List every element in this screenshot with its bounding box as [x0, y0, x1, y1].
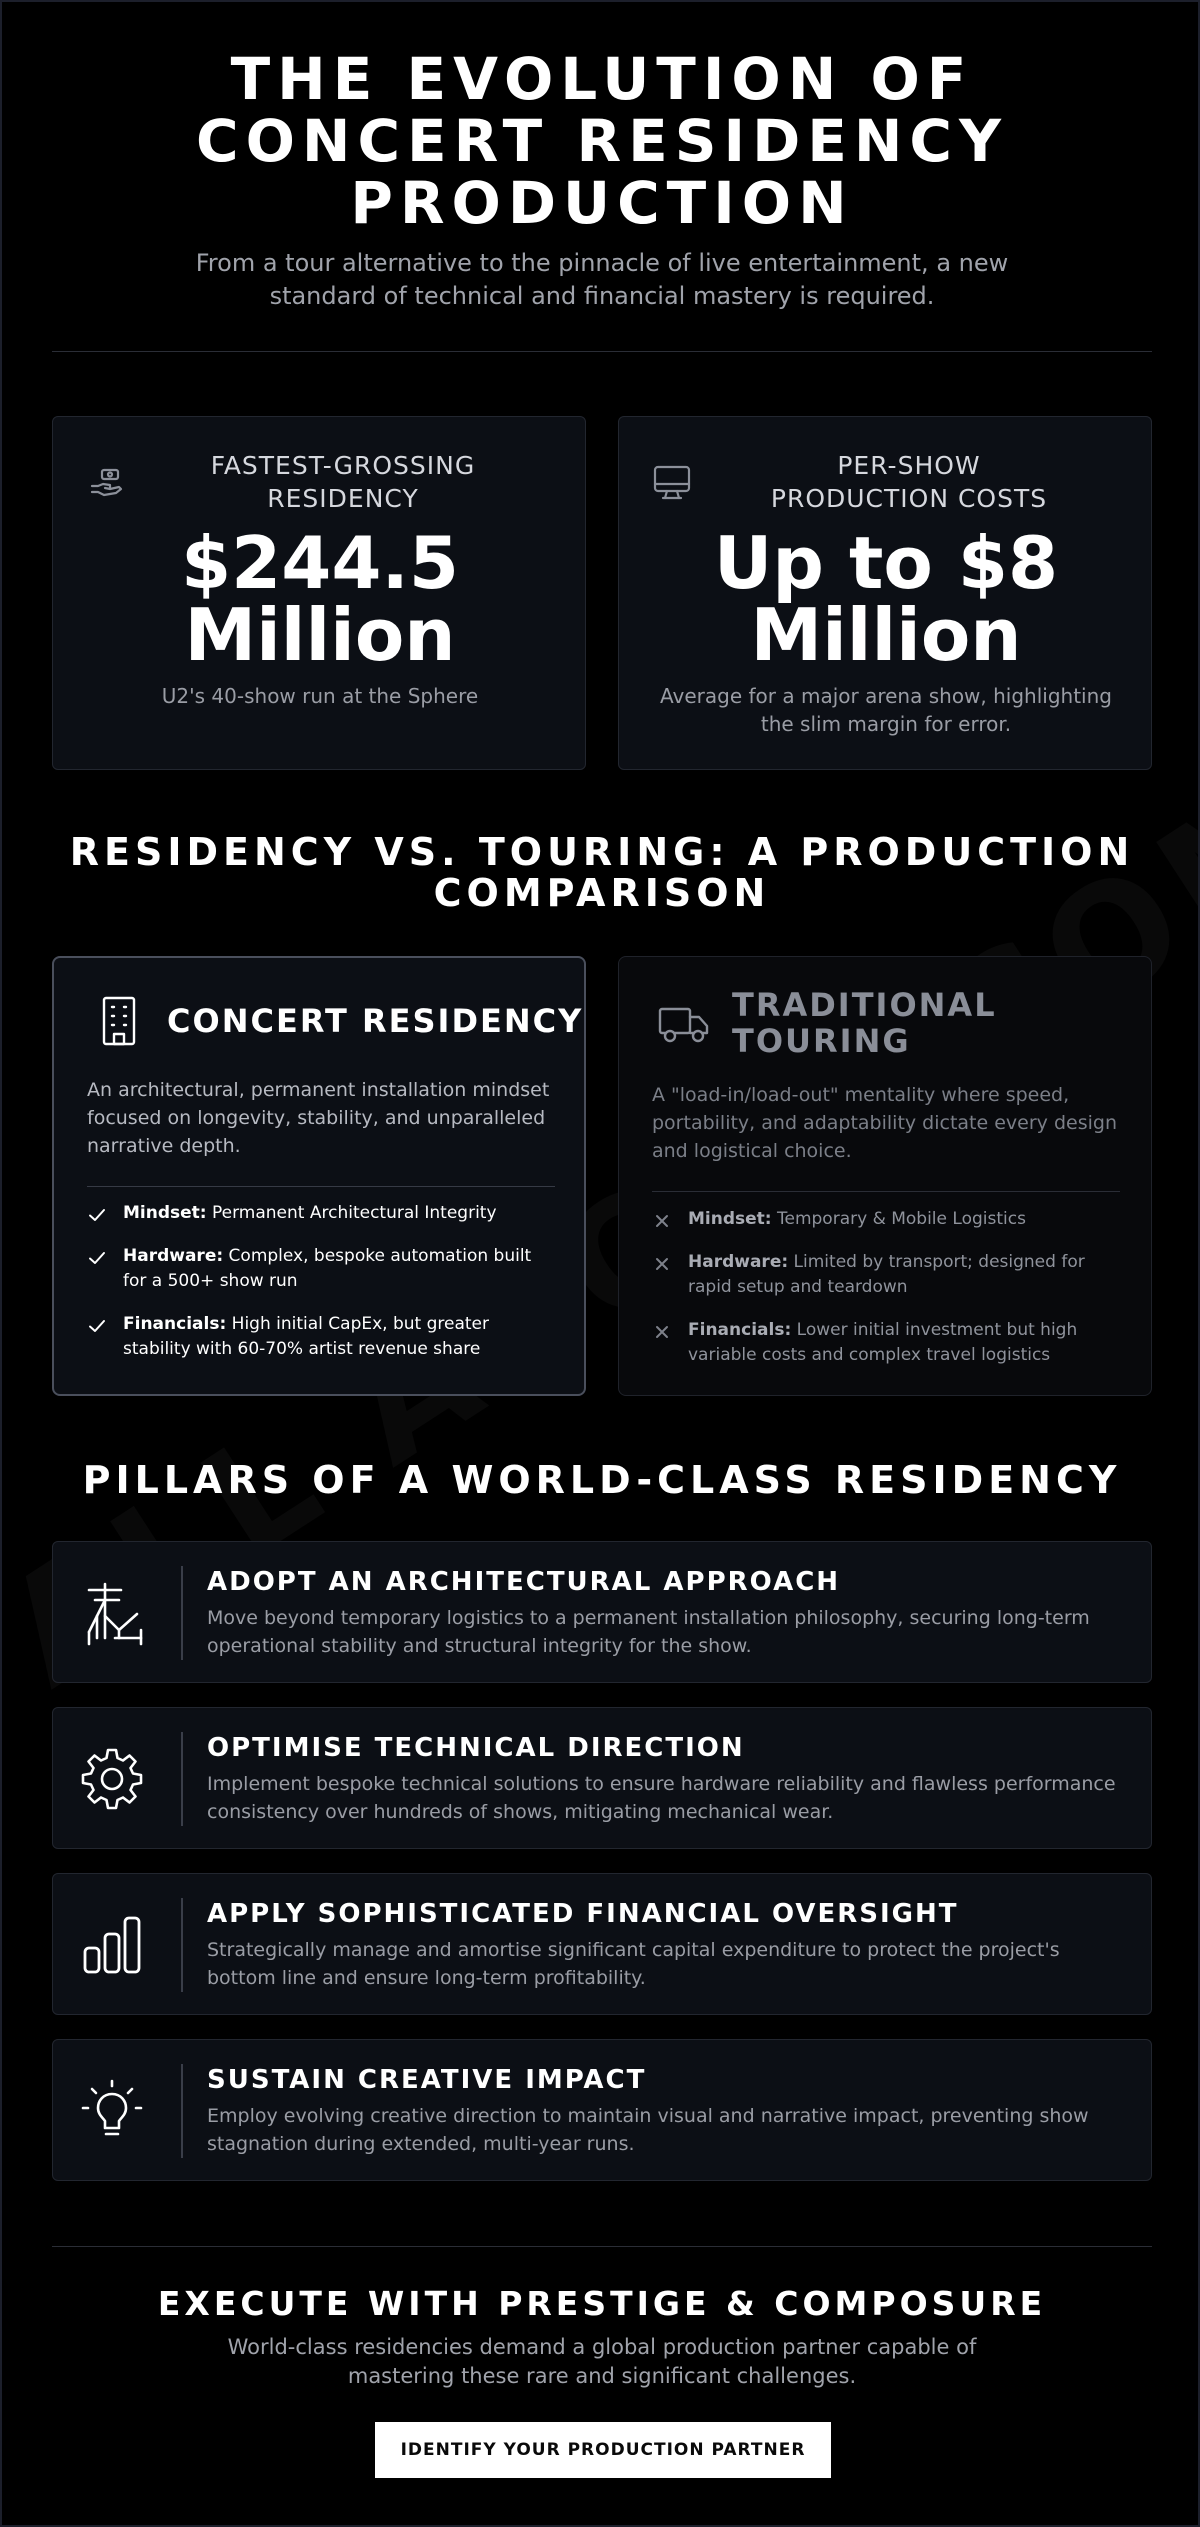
- pillar-description: Strategically manage and amortise significant capital expenditure to protect the project's bottom line and ensure long-term profitability.: [207, 1939, 1060, 1989]
- list-item: [652, 1207, 1122, 1232]
- cta-title: EXECUTE WITH PRESTIGE & COMPOSURE: [157, 2284, 1047, 2323]
- building-icon: [92, 994, 146, 1048]
- pillar-card: [52, 1707, 1152, 1849]
- page-title: THE EVOLUTION OF CONCERT RESIDENCY PRODUCTION: [196, 45, 1008, 237]
- crane-icon: [75, 1576, 149, 1650]
- pillars-section-title: PILLARS OF A WORLD-CLASS RESIDENCY: [82, 1458, 1122, 1502]
- residency-description: An architectural, permanent installation mindset focused on longevity, stability, and unparalleled narrative depth.: [87, 1079, 550, 1157]
- bar-chart-icon: [75, 1908, 149, 1982]
- list-item: [652, 1250, 1122, 1300]
- item-text: Complex, bespoke automation built for a 500+ show run: [123, 1246, 532, 1291]
- monitor-icon: [652, 462, 692, 502]
- item-text: Temporary & Mobile Logistics: [777, 1209, 1026, 1229]
- check-icon: [87, 1316, 107, 1336]
- identify-partner-button[interactable]: IDENTIFY YOUR PRODUCTION PARTNER: [375, 2422, 831, 2478]
- touring-divider: [652, 1191, 1120, 1192]
- page-subtitle: From a tour alternative to the pinnacle of live entertainment, a new standard of technical and financial mastery is required.: [195, 249, 1009, 310]
- stat-card-production-costs: [618, 416, 1152, 770]
- list-item: [652, 1318, 1122, 1368]
- item-label: Financials:: [123, 1314, 227, 1334]
- pillar-title: SUSTAIN CREATIVE IMPACT: [207, 2065, 647, 2095]
- check-icon: [87, 1248, 107, 1268]
- residency-divider: [87, 1186, 555, 1187]
- x-icon: [652, 1211, 672, 1231]
- stat-label: PER-SHOW PRODUCTION COSTS: [770, 451, 1048, 513]
- list-item: [87, 1312, 557, 1362]
- pillar-description: Move beyond temporary logistics to a permanent installation philosophy, securing long-term operational stability and structural integrity for the show.: [207, 1607, 1090, 1657]
- pillar-title: APPLY SOPHISTICATED FINANCIAL OVERSIGHT: [207, 1899, 959, 1929]
- x-icon: [652, 1254, 672, 1274]
- item-text: Permanent Architectural Integrity: [212, 1203, 497, 1223]
- item-text: High initial CapEx, but greater stability with 60-70% artist revenue share: [123, 1314, 490, 1359]
- item-text: Limited by transport; designed for rapid setup and teardown: [688, 1252, 1085, 1297]
- item-label: Hardware:: [123, 1246, 224, 1266]
- stat-card-residency-gross: [52, 416, 586, 770]
- pillar-description: Implement bespoke technical solutions to ensure hardware reliability and flawless performance consistency over hundreds of shows, mitigating mechanical wear.: [207, 1773, 1116, 1823]
- stat-note: Average for a major arena show, highlighting the slim margin for error.: [660, 684, 1112, 736]
- footer-divider: [52, 2246, 1152, 2247]
- residency-list: [87, 1201, 557, 1380]
- pillar-separator: [181, 1732, 183, 1826]
- pillar-separator: [181, 2064, 183, 2158]
- item-label: Hardware:: [688, 1252, 789, 1272]
- touring-description: A "load-in/load-out" mentality where speed, portability, and adaptability dictate every design and logistical choice.: [652, 1084, 1117, 1162]
- touring-card: [618, 956, 1152, 1396]
- residency-card: [52, 956, 586, 1396]
- stat-note: U2's 40-show run at the Sphere: [161, 684, 479, 708]
- touring-list: [652, 1207, 1122, 1386]
- pillar-title: OPTIMISE TECHNICAL DIRECTION: [207, 1733, 745, 1763]
- item-label: Mindset:: [688, 1209, 772, 1229]
- pillar-card: [52, 1541, 1152, 1683]
- pillar-title: ADOPT AN ARCHITECTURAL APPROACH: [207, 1567, 841, 1597]
- header-divider: [52, 351, 1152, 352]
- x-icon: [652, 1322, 672, 1342]
- hand-money-icon: [86, 462, 126, 502]
- cta-subtitle: World-class residencies demand a global production partner capable of mastering these rare and significant challenges.: [227, 2335, 977, 2388]
- pillar-separator: [181, 1898, 183, 1992]
- stat-label: FASTEST-GROSSING RESIDENCY: [210, 451, 476, 513]
- pillar-description: Employ evolving creative direction to maintain visual and narrative impact, preventing show stagnation during extended, multi-year runs.: [207, 2105, 1089, 2155]
- gear-icon: [75, 1742, 149, 1816]
- residency-title: CONCERT RESIDENCY: [167, 1002, 584, 1040]
- pillar-separator: [181, 1566, 183, 1660]
- item-label: Financials:: [688, 1320, 792, 1340]
- list-item: [87, 1201, 557, 1226]
- lightbulb-icon: [75, 2074, 149, 2148]
- stat-value: $244.5 Million: [181, 521, 459, 677]
- list-item: [87, 1244, 557, 1294]
- stat-value: Up to $8 Million: [713, 521, 1059, 677]
- item-text: Lower initial investment but high variable costs and complex travel logistics: [688, 1320, 1078, 1365]
- touring-title: TRADITIONAL TOURING: [732, 986, 997, 1060]
- pillar-card: [52, 1873, 1152, 2015]
- pillar-card: [52, 2039, 1152, 2181]
- item-label: Mindset:: [123, 1203, 207, 1223]
- truck-icon: [657, 997, 711, 1051]
- check-icon: [87, 1205, 107, 1225]
- comparison-section-title: RESIDENCY VS. TOURING: A PRODUCTION COMPARISON: [69, 830, 1135, 915]
